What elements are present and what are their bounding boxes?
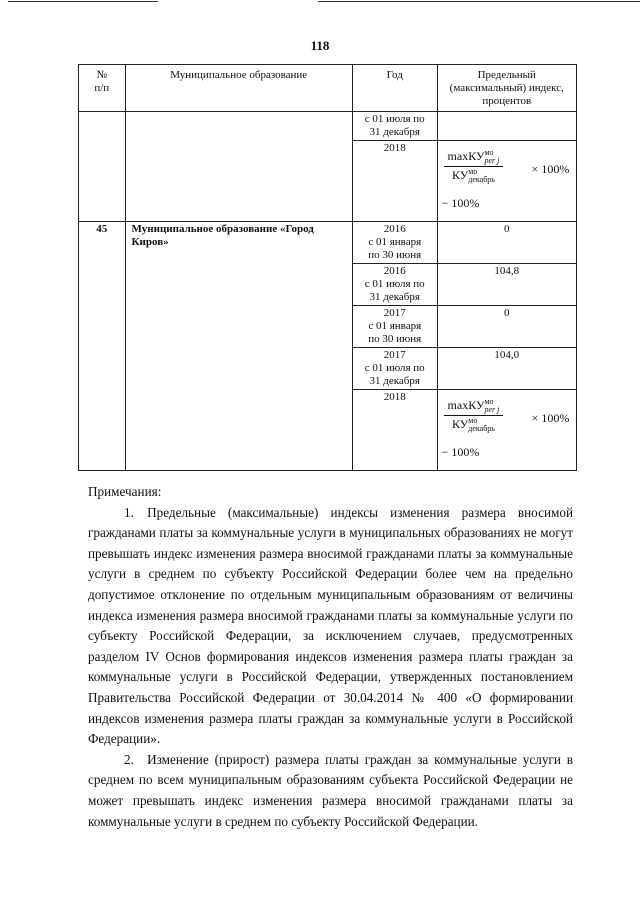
formula-minus: − 100%	[441, 445, 480, 459]
formula-cell	[437, 390, 576, 471]
municipality-name: Муниципальное образование «Город Киров»	[125, 222, 352, 471]
year-cell	[352, 306, 437, 348]
year-line: 2016	[383, 223, 406, 235]
formula-numerator: maxКУмо per j	[447, 397, 500, 414]
formula-fraction	[444, 398, 504, 433]
header-number: № п/п	[79, 65, 126, 112]
year-cell	[352, 141, 437, 222]
year-line: по 30 июня	[368, 249, 422, 261]
entry-number: 45	[79, 222, 126, 471]
year-cell	[352, 390, 437, 471]
header-year: Год	[352, 65, 437, 112]
year-cell	[352, 112, 437, 141]
table-header-row	[79, 65, 577, 112]
header-index: Предельный (максимальный) индекс, процентов	[437, 65, 576, 112]
index-formula	[438, 141, 576, 221]
year-line: с 01 июля по	[364, 362, 425, 374]
header-municipality: Муниципальное образование	[125, 65, 352, 112]
year-line: с 01 июля по	[364, 278, 425, 290]
top-rule	[0, 0, 640, 3]
formula-times: × 100%	[531, 162, 570, 176]
index-value-cell: 0	[437, 306, 576, 348]
year-cell	[352, 222, 437, 264]
index-value-cell: 0	[437, 222, 576, 264]
year-line: 2018	[383, 142, 406, 154]
formula-fraction	[444, 149, 504, 184]
year-line: 31 декабря	[369, 126, 420, 138]
notes-heading: Примечания:	[88, 484, 162, 499]
formula-denominator: КУмо декабрь	[451, 167, 495, 184]
page-number: 118	[310, 38, 330, 53]
note-item: 2. Изменение (прирост) размера платы граждан за коммунальные услуги в среднем по всем муниципальным образованиям субъекта Российской Федерации не может превышать индекс изменения размера вносимой гражданами платы за коммунальные услуги в среднем по субъекту Российской Федерации.	[88, 751, 573, 829]
prev-number-cell	[79, 112, 126, 222]
formula-cell	[437, 141, 576, 222]
index-value-cell: 104,8	[437, 264, 576, 306]
table-row	[79, 112, 577, 141]
year-line: по 30 июня	[368, 333, 422, 345]
index-formula	[438, 390, 576, 470]
year-cell	[352, 264, 437, 306]
year-line: 31 декабря	[369, 375, 420, 387]
top-rule-right	[318, 1, 640, 2]
year-line: с 01 января	[368, 236, 422, 248]
year-line: с 01 января	[368, 320, 422, 332]
formula-times: × 100%	[531, 411, 570, 425]
year-line: 2017	[383, 349, 406, 361]
note-item: 1. Предельные (максимальные) индексы изменения размера вносимой гражданами платы за коммунальные услуги в муниципальных образованиях не могут превышать индекс изменения размера вносимой гражданами платы за коммунальные услуги в среднем по субъекту Российской Федерации более чем на предельно допустимое отклонение по отдельным муниципальным образованиям от величины индекса изменения размера вносимой гражданами платы за коммунальные услуги по субъекту Российской Федерации, за исключением случаев, предусмотренных разделом IV Основ формирования индексов изменения размера платы граждан за коммунальные услуги в Российской Федерации, утвержденных постановлением Правительства Российской Федерации от 30.04.2014 № 400 «О формировании индексов изменения размера платы граждан за коммунальные услуги в Российской Федерации».	[88, 504, 573, 747]
top-rule-left	[8, 1, 158, 2]
table-row	[79, 222, 577, 264]
formula-denominator: КУмо декабрь	[451, 416, 495, 433]
index-table	[78, 64, 577, 471]
year-cell	[352, 348, 437, 390]
prev-municipality-cell	[125, 112, 352, 222]
year-line: 2018	[383, 391, 406, 403]
year-line: 31 декабря	[369, 291, 420, 303]
formula-minus: − 100%	[441, 196, 480, 210]
year-line: 2016	[383, 265, 406, 277]
year-line: с 01 июля по	[364, 113, 425, 125]
index-value-cell	[437, 112, 576, 141]
notes-section	[88, 482, 573, 832]
year-line: 2017	[383, 307, 406, 319]
formula-numerator: maxКУмо per j	[447, 148, 500, 165]
index-value-cell: 104,0	[437, 348, 576, 390]
